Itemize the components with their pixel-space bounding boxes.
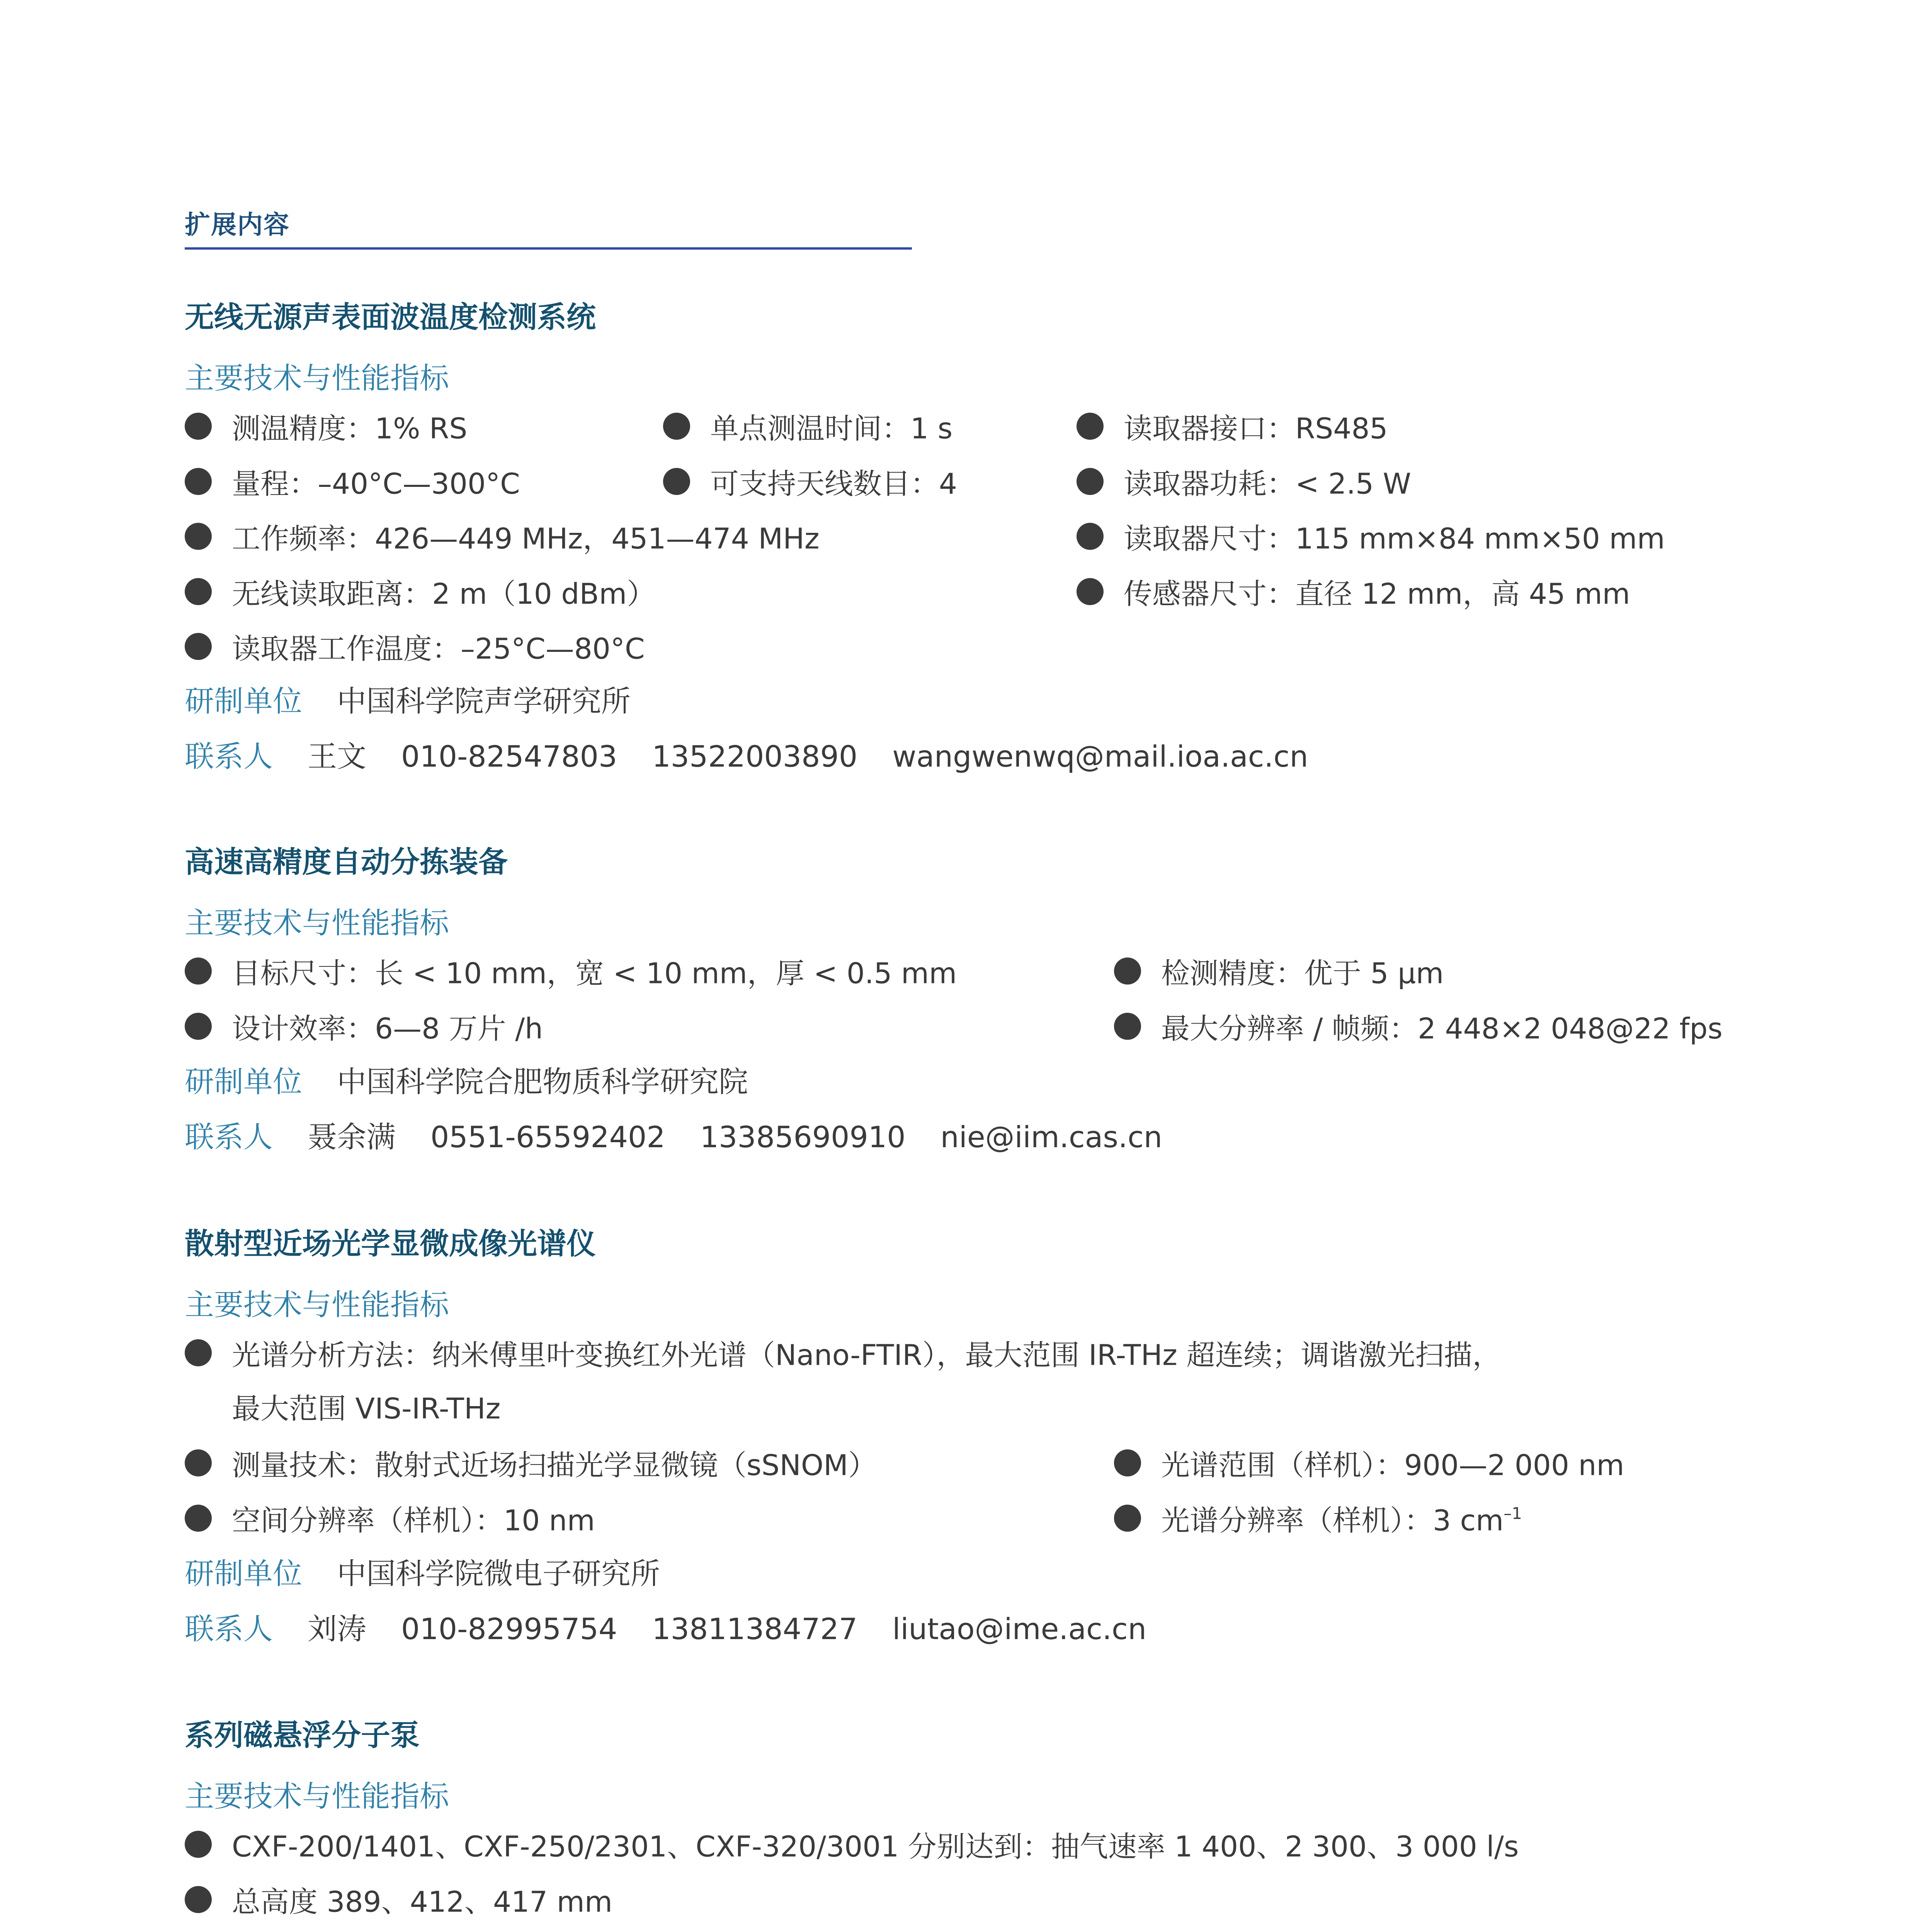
research-unit: 中国科学院微电子研究所 <box>337 1556 660 1591</box>
bullet-dot-icon <box>1114 957 1141 985</box>
bullet-dot-icon <box>185 1886 212 1913</box>
spec-item: 光谱范围（样机）：900—2 000 nm <box>1114 1444 1624 1483</box>
contact-phone: 010-82995754 <box>401 1612 617 1646</box>
spec-item: 最大分辨率 / 帧频：2 448×2 048@22 fps <box>1114 1008 1723 1046</box>
contact-name: 聂余满 <box>308 1120 396 1154</box>
contact-email: wangwenwq@mail.ioa.ac.cn <box>892 739 1308 774</box>
specs-subheading: 主要技术与性能指标 <box>185 1287 449 1322</box>
bullet-dot-icon <box>185 523 212 550</box>
section-title: 无线无源声表面波温度检测系统 <box>185 300 596 334</box>
spec-item: 无线读取距离：2 m（10 dBm） <box>185 573 655 612</box>
research-unit-label: 研制单位 <box>185 684 302 718</box>
research-unit-row <box>185 1554 695 1593</box>
contact-email: liutao@ime.ac.cn <box>892 1612 1147 1646</box>
research-unit: 中国科学院合肥物质科学研究院 <box>337 1065 748 1099</box>
contact-name: 王文 <box>308 739 366 774</box>
contact-phone: 0551-65592402 <box>430 1120 665 1154</box>
bullet-dot-icon <box>185 1831 212 1858</box>
spec-item: 读取器工作温度：–25°C—80°C <box>185 628 645 667</box>
contact-phone: 010-82547803 <box>401 739 617 774</box>
spec-item: 测量技术：散射式近场扫描光学显微镜（sSNOM） <box>185 1444 877 1483</box>
contact-name: 刘涛 <box>308 1612 366 1646</box>
bullet-dot-icon <box>185 1505 212 1532</box>
contact-email: nie@iim.cas.cn <box>940 1120 1163 1154</box>
spec-item: 读取器尺寸：115 mm×84 mm×50 mm <box>1077 518 1665 556</box>
contact-row <box>185 737 1343 776</box>
spec-item: 单点测温时间：1 s <box>663 408 952 446</box>
bullet-dot-icon <box>185 578 212 605</box>
spec-item: 读取器接口：RS485 <box>1077 408 1388 446</box>
section-title: 高速高精度自动分拣装备 <box>185 845 508 879</box>
spec-item: 光谱分辨率（样机）：3 $cm^{-1}$ <box>1114 1500 1522 1538</box>
bullet-dot-icon <box>185 1339 212 1366</box>
section-title: 散射型近场光学显微成像光谱仪 <box>185 1226 596 1261</box>
spec-item: 可支持天线数目：4 <box>663 463 957 502</box>
spec-item: CXF-200/1401、CXF-250/2301、CXF-320/3001 分别达到：抽气速率 1 400、2 300、3 000 l/s <box>185 1826 1519 1864</box>
contact-label: 联系人 <box>185 1120 273 1154</box>
header-divider <box>185 247 912 250</box>
bullet-dot-icon <box>185 633 212 660</box>
bullet-dot-icon <box>1114 1505 1141 1532</box>
spec-item: 空间分辨率（样机）：10 nm <box>185 1500 595 1538</box>
specs-subheading: 主要技术与性能指标 <box>185 1779 449 1813</box>
bullet-dot-icon <box>1077 468 1104 495</box>
bullet-dot-icon <box>185 957 212 985</box>
bullet-dot-icon <box>185 413 212 440</box>
spec-item: 设计效率：6—8 万片 /h <box>185 1008 543 1046</box>
contact-label: 联系人 <box>185 1612 273 1646</box>
contact-mobile: 13811384727 <box>652 1612 858 1646</box>
superscript: –1 <box>1503 1504 1522 1523</box>
contact-mobile: 13522003890 <box>652 739 858 774</box>
spec-item: 读取器功耗：< 2.5 W <box>1077 463 1411 502</box>
section-title: 系列磁悬浮分子泵 <box>185 1718 420 1752</box>
research-unit-row <box>185 682 665 721</box>
bullet-dot-icon <box>185 468 212 495</box>
bullet-dot-icon <box>663 468 690 495</box>
bullet-dot-icon <box>1077 578 1104 605</box>
spec-item: 测温精度：1% RS <box>185 408 467 446</box>
bullet-dot-icon <box>1077 523 1104 550</box>
spec-item: 检测精度：优于 5 μm <box>1114 952 1444 991</box>
spec-item-continuation: 最大范围 VIS-IR-THz <box>232 1392 501 1425</box>
bullet-dot-icon <box>1114 1013 1141 1040</box>
research-unit: 中国科学院声学研究所 <box>337 684 631 718</box>
section-header-label: 扩展内容 <box>185 210 290 240</box>
specs-subheading: 主要技术与性能指标 <box>185 361 449 395</box>
bullet-dot-icon <box>1114 1449 1141 1476</box>
bullet-dot-icon <box>185 1013 212 1040</box>
contact-row <box>185 1610 1181 1648</box>
spec-item: 光谱分析方法：纳米傅里叶变换红外光谱（Nano-FTIR），最大范围 IR-THz 超连续；调谐激光扫描， <box>185 1334 1501 1373</box>
bullet-dot-icon <box>1077 413 1104 440</box>
contact-label: 联系人 <box>185 739 273 774</box>
spec-item: 量程：–40°C—300°C <box>185 463 520 502</box>
specs-subheading: 主要技术与性能指标 <box>185 906 449 940</box>
contact-row <box>185 1118 1197 1156</box>
research-unit-row <box>185 1063 783 1101</box>
research-unit-label: 研制单位 <box>185 1556 302 1591</box>
spec-item: 总高度 389、412、417 mm <box>185 1881 612 1920</box>
spec-item: 工作频率：426—449 MHz，451—474 MHz <box>185 518 820 556</box>
spec-item: 传感器尺寸：直径 12 mm，高 45 mm <box>1077 573 1630 612</box>
spec-item: 目标尺寸：长 < 10 mm，宽 < 10 mm，厚 < 0.5 mm <box>185 952 957 991</box>
bullet-dot-icon <box>663 413 690 440</box>
contact-mobile: 13385690910 <box>700 1120 906 1154</box>
research-unit-label: 研制单位 <box>185 1065 302 1099</box>
bullet-dot-icon <box>185 1449 212 1476</box>
